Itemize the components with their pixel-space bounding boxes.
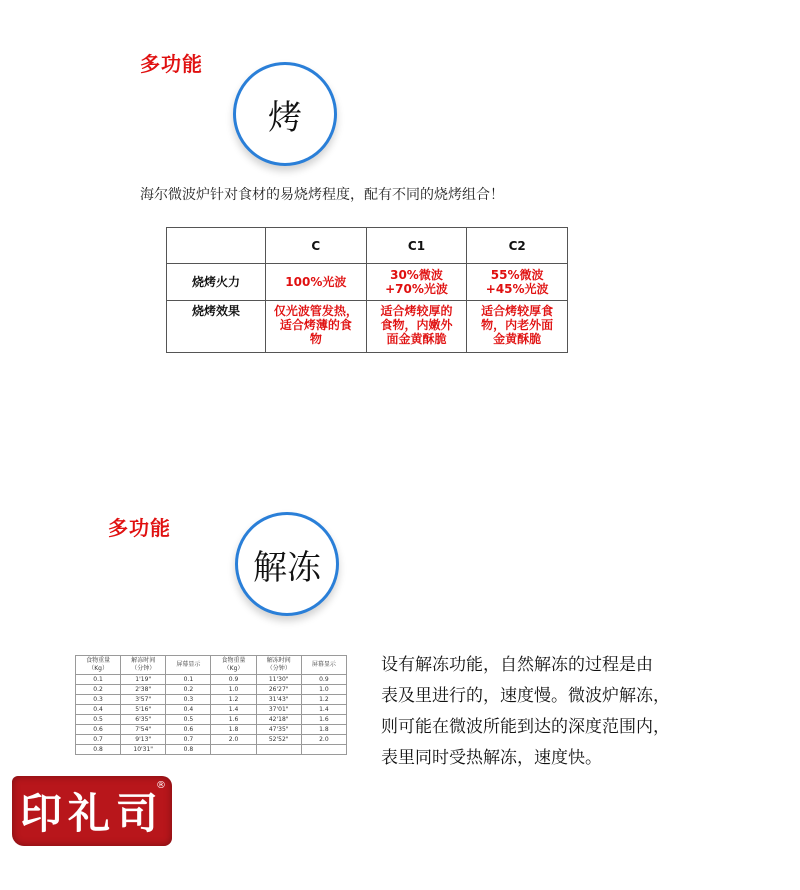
thaw-cell: 0.6	[76, 725, 121, 735]
thaw-cell	[211, 745, 256, 755]
thaw-table-row	[76, 745, 347, 755]
thaw-cell: 0.3	[76, 695, 121, 705]
thaw-cell: 1.0	[301, 685, 346, 695]
bake-cell: 适合烤较厚食 物，内老外面 金黄酥脆	[467, 301, 568, 353]
thaw-cell: 2.0	[211, 735, 256, 745]
thaw-cell: 2'38"	[121, 685, 166, 695]
thaw-cell: 5'16"	[121, 705, 166, 715]
bake-header-cell	[167, 228, 266, 264]
registered-mark: ®	[156, 780, 166, 791]
thaw-cell: 0.1	[166, 675, 211, 685]
thaw-cell: 11'30"	[256, 675, 301, 685]
thaw-table-row	[76, 725, 347, 735]
thaw-circle-label: 解冻	[253, 547, 321, 588]
thaw-table-row	[76, 735, 347, 745]
description-line: 表及里进行的，速度慢。微波炉解冻，	[381, 686, 670, 706]
section1-tag: 多功能	[140, 52, 203, 76]
thaw-cell: 0.3	[166, 695, 211, 705]
thaw-cell: 37'01"	[256, 705, 301, 715]
bake-cell: 55%微波 +45%光波	[467, 264, 568, 301]
thaw-cell	[301, 745, 346, 755]
thaw-table-header	[76, 656, 347, 675]
thaw-cell: 10'31"	[121, 745, 166, 755]
thaw-cell: 26'27"	[256, 685, 301, 695]
thaw-cell: 6'35"	[121, 715, 166, 725]
thaw-cell: 31'43"	[256, 695, 301, 705]
bake-header-cell: C2	[467, 228, 568, 264]
seal-text: 印礼司	[19, 789, 164, 838]
thaw-header-cell: 解冻时间 （分钟）	[256, 656, 301, 675]
bake-header-cell: C	[266, 228, 367, 264]
thaw-header-cell: 屏幕显示	[166, 656, 211, 675]
thaw-cell: 0.4	[166, 705, 211, 715]
bake-table-row	[167, 264, 568, 301]
thaw-cell: 0.1	[76, 675, 121, 685]
description-line: 表里同时受热解冻，速度快。	[381, 748, 602, 768]
thaw-cell: 0.2	[76, 685, 121, 695]
thaw-cell: 1.6	[211, 715, 256, 725]
thaw-cell: 1'19"	[121, 675, 166, 685]
thaw-cell: 1.0	[211, 685, 256, 695]
thaw-cell: 9'13"	[121, 735, 166, 745]
thaw-cell: 52'52"	[256, 735, 301, 745]
thaw-header-cell: 食物重量 （Kg）	[211, 656, 256, 675]
section2-tag: 多功能	[108, 516, 171, 540]
thaw-cell	[256, 745, 301, 755]
thaw-cell: 3'57"	[121, 695, 166, 705]
thaw-cell: 0.9	[301, 675, 346, 685]
thaw-cell: 1.6	[301, 715, 346, 725]
description-line: 设有解冻功能，自然解冻的过程是由	[381, 655, 653, 675]
thaw-cell: 0.8	[76, 745, 121, 755]
bake-cell: 100%光波	[266, 264, 367, 301]
bake-row-label: 烧烤火力	[167, 264, 266, 301]
thaw-cell: 7'54"	[121, 725, 166, 735]
thaw-cell: 0.7	[166, 735, 211, 745]
thaw-cell: 2.0	[301, 735, 346, 745]
bake-circle	[233, 62, 337, 166]
bake-table	[166, 227, 568, 353]
thaw-header-cell: 解冻时间 （分钟）	[121, 656, 166, 675]
thaw-cell: 0.2	[166, 685, 211, 695]
bake-cell: 适合烤较厚的 食物，内嫩外 面金黄酥脆	[366, 301, 467, 353]
thaw-table-row	[76, 675, 347, 685]
thaw-cell: 1.2	[211, 695, 256, 705]
thaw-cell: 0.7	[76, 735, 121, 745]
bake-cell: 仅光波管发热， 适合烤薄的食 物	[266, 301, 367, 353]
thaw-table-row	[76, 695, 347, 705]
thaw-cell: 0.6	[166, 725, 211, 735]
bake-row-label: 烧烤效果	[167, 301, 266, 353]
thaw-cell: 47'35"	[256, 725, 301, 735]
thaw-cell: 1.8	[211, 725, 256, 735]
thaw-description	[381, 650, 741, 774]
thaw-table-row	[76, 685, 347, 695]
thaw-circle	[235, 512, 339, 616]
bake-header-cell: C1	[366, 228, 467, 264]
thaw-cell: 42'18"	[256, 715, 301, 725]
bake-table-header	[167, 228, 568, 264]
bake-circle-label: 烤	[268, 97, 302, 138]
thaw-cell: 1.4	[211, 705, 256, 715]
thaw-header-cell: 食物重量 （Kg）	[76, 656, 121, 675]
thaw-cell: 0.5	[166, 715, 211, 725]
thaw-header-cell: 屏幕显示	[301, 656, 346, 675]
thaw-table-body	[76, 675, 347, 755]
section1-intro: 海尔微波炉针对食材的易烧烤程度，配有不同的烧烤组合！	[140, 187, 504, 203]
description-line: 则可能在微波所能到达的深度范围内，	[381, 717, 670, 737]
thaw-cell: 1.4	[301, 705, 346, 715]
thaw-cell: 0.5	[76, 715, 121, 725]
thaw-cell: 1.2	[301, 695, 346, 705]
bake-cell: 30%微波 +70%光波	[366, 264, 467, 301]
bake-table-row	[167, 301, 568, 353]
thaw-table-row	[76, 705, 347, 715]
thaw-table	[75, 655, 347, 755]
thaw-cell: 0.8	[166, 745, 211, 755]
thaw-cell: 0.4	[76, 705, 121, 715]
thaw-cell: 0.9	[211, 675, 256, 685]
thaw-table-row	[76, 715, 347, 725]
brand-seal	[12, 776, 172, 846]
thaw-cell: 1.8	[301, 725, 346, 735]
